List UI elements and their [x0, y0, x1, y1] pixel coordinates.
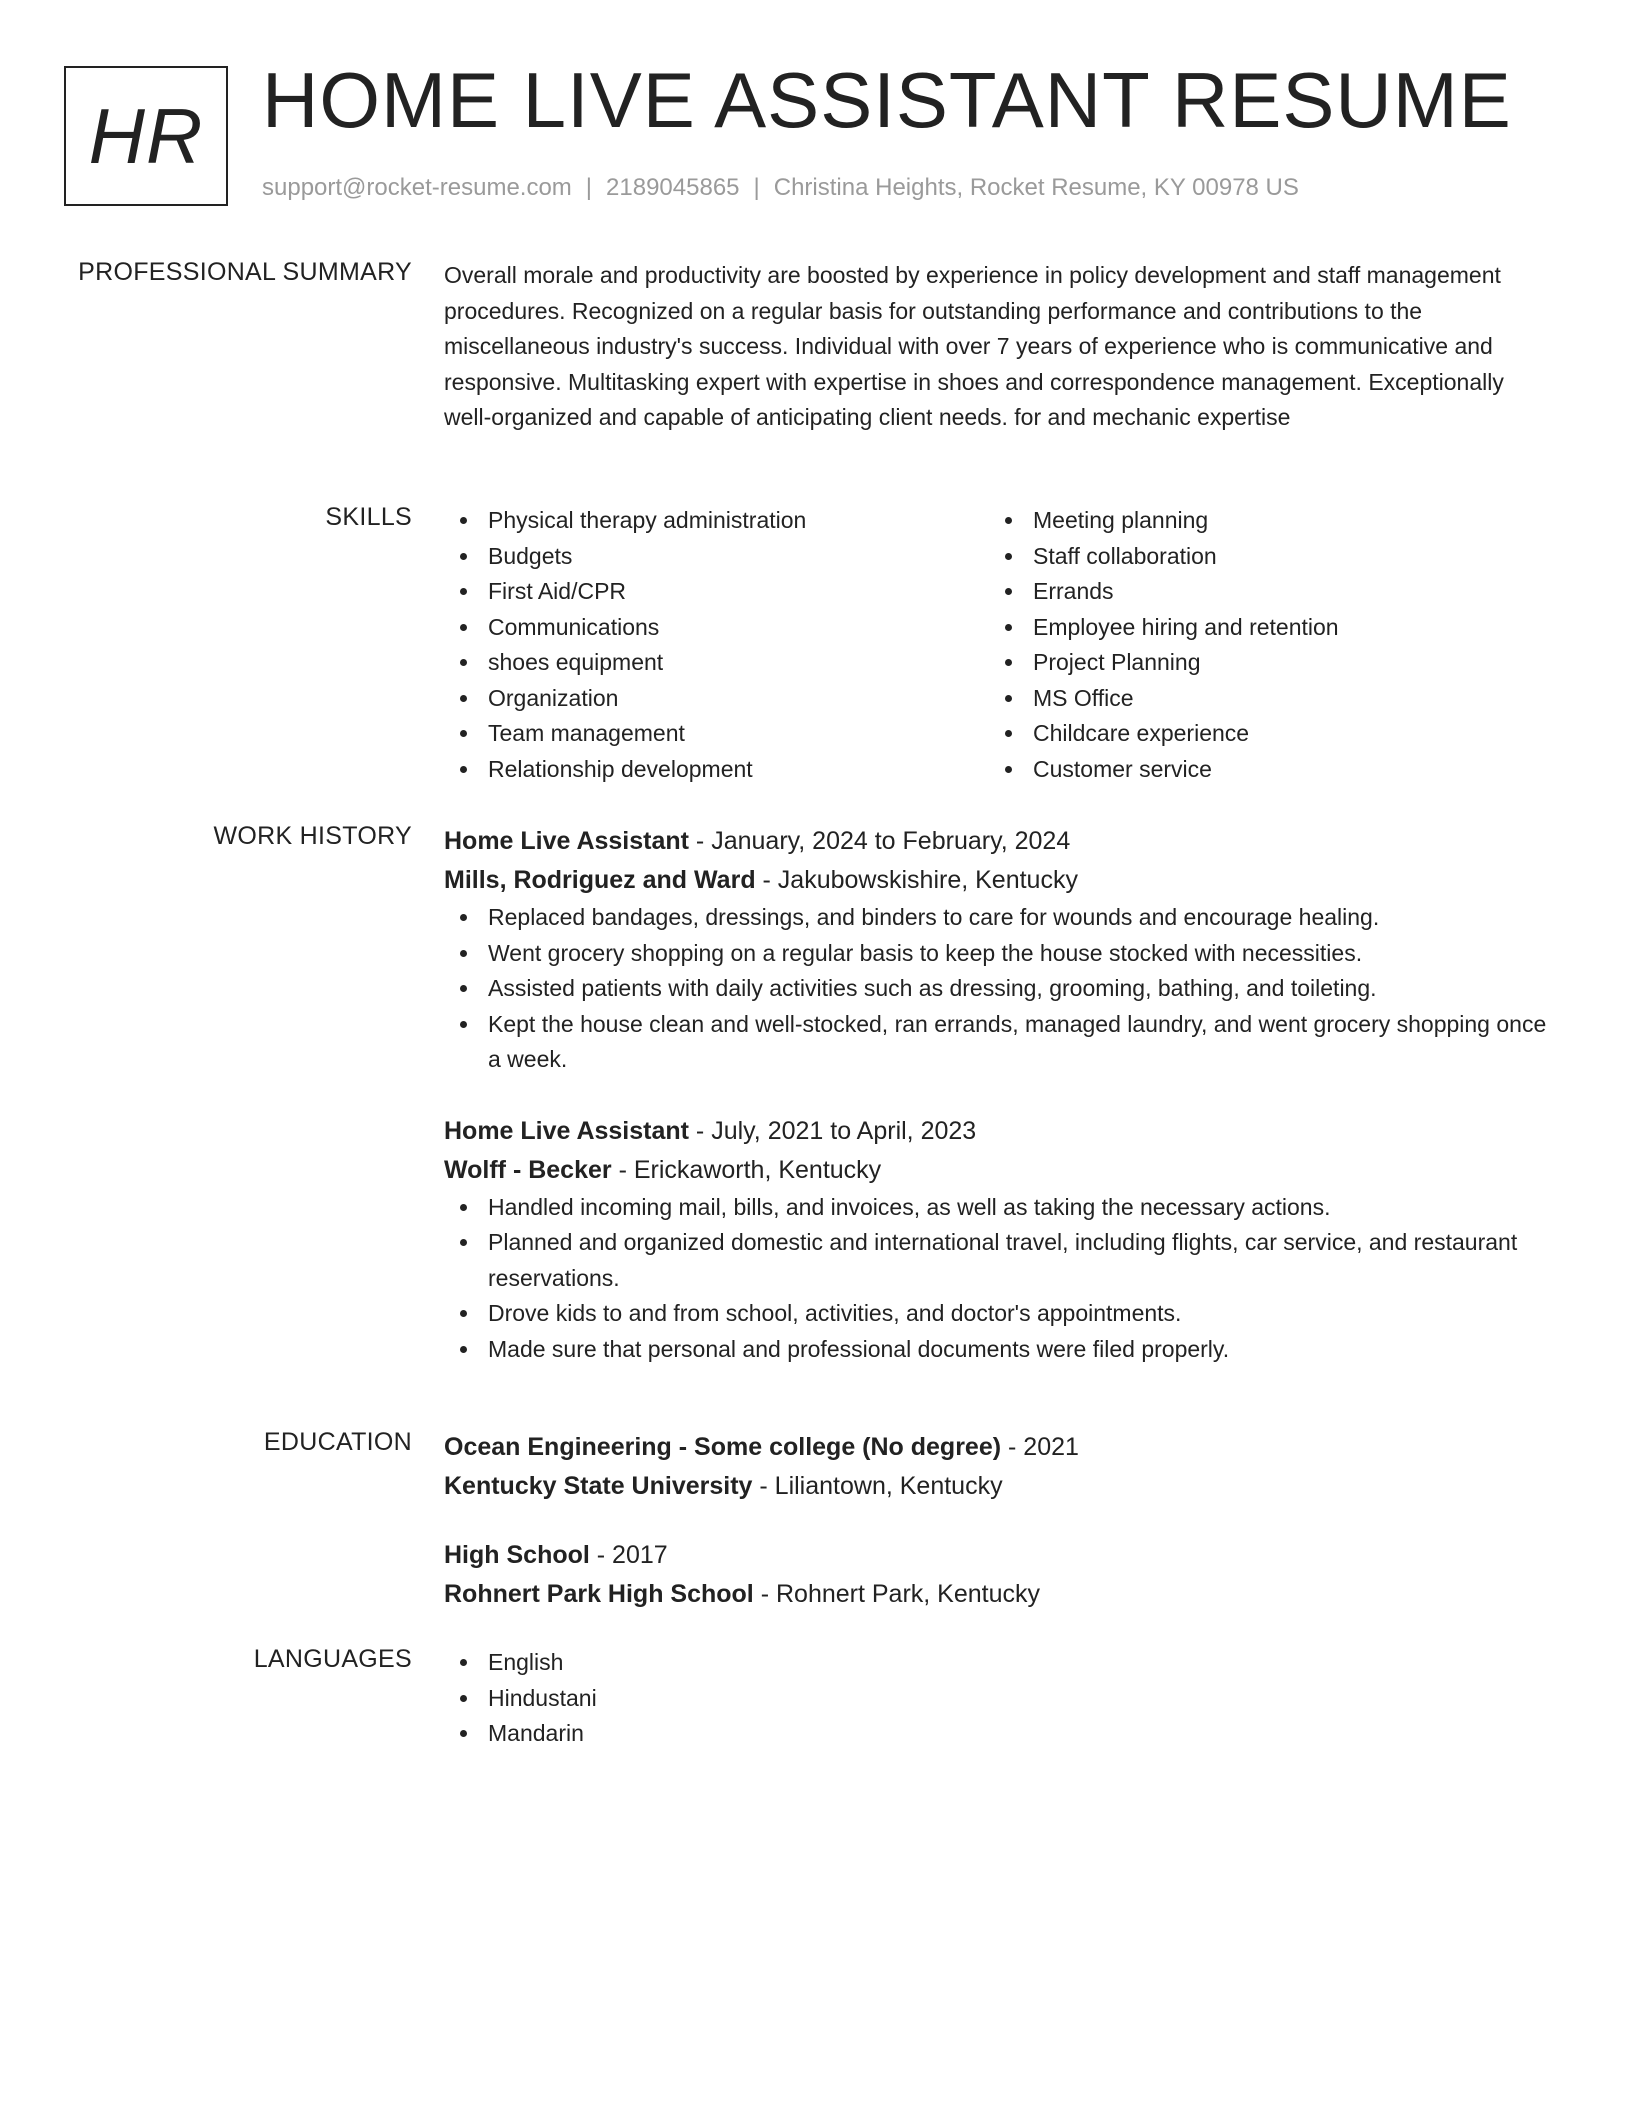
education-degree-line	[444, 1536, 1554, 1575]
education-school: Kentucky State University	[444, 1472, 753, 1500]
education-year: - 2017	[589, 1541, 668, 1569]
language-item: English	[444, 1645, 1554, 1681]
skills-heading: SKILLS	[325, 503, 412, 531]
education-heading: EDUCATION	[263, 1428, 412, 1456]
languages-body	[444, 1645, 1554, 1752]
education-location: - Liliantown, Kentucky	[752, 1472, 1003, 1500]
job-bullet: Planned and organized domestic and international travel, including flights, car service, and restaurant reservations.	[444, 1225, 1554, 1296]
skill-item: Customer service	[989, 752, 1534, 788]
education-school-line	[444, 1575, 1554, 1614]
job-company-line	[444, 861, 1554, 900]
job-bullet: Assisted patients with daily activities such as dressing, grooming, bathing, and toileting.	[444, 971, 1554, 1007]
job-bullets	[444, 1190, 1554, 1368]
job-dates: - January, 2024 to February, 2024	[688, 827, 1071, 855]
monogram-initials: HR	[88, 91, 204, 180]
job-bullets	[444, 900, 1554, 1078]
languages-heading: LANGUAGES	[253, 1645, 412, 1673]
job-title-line	[444, 1112, 1554, 1151]
skill-item: Team management	[444, 716, 989, 752]
summary-heading: PROFESSIONAL SUMMARY	[78, 258, 412, 286]
skills-grid	[444, 503, 1554, 787]
resume-title: HOME LIVE ASSISTANT RESUME	[262, 56, 1512, 144]
skill-item: Meeting planning	[989, 503, 1534, 539]
job-title: Home Live Assistant	[444, 827, 689, 855]
job-bullet: Kept the house clean and well-stocked, ran errands, managed laundry, and went grocery shopping once a week.	[444, 1007, 1554, 1078]
summary-text: Overall morale and productivity are boosted by experience in policy development and staff management procedures. Recognized on a regular basis for outstanding performance and contributions to the miscellaneous industry's success. Individual with over 7 years of experience who is communicative and responsive. Multitasking expert with expertise in shoes and correspondence management. Exceptionally well-organized and capable of anticipating client needs. for and mechanic expertise	[444, 262, 1504, 430]
job-bullet: Went grocery shopping on a regular basis to keep the house stocked with necessities.	[444, 936, 1554, 972]
job-dates: - July, 2021 to April, 2023	[688, 1116, 977, 1145]
contact-line	[262, 174, 1299, 202]
skill-item: Childcare experience	[989, 716, 1534, 752]
job-company: Mills, Rodriguez and Ward	[444, 866, 756, 894]
skills-list-right	[989, 503, 1534, 787]
skill-item: MS Office	[989, 681, 1534, 717]
education-degree: High School	[444, 1541, 590, 1569]
job-location: - Erickaworth, Kentucky	[611, 1155, 882, 1184]
education-degree-line	[444, 1428, 1554, 1467]
education-entry	[444, 1536, 1554, 1614]
job-bullet: Made sure that personal and professional documents were filed properly.	[444, 1332, 1554, 1368]
contact-separator: |	[753, 174, 760, 201]
skill-item: Organization	[444, 681, 989, 717]
education-school: Rohnert Park High School	[444, 1580, 754, 1608]
work-history-heading: WORK HISTORY	[213, 822, 412, 850]
job-location: - Jakubowskishire, Kentucky	[755, 866, 1078, 894]
skills-column-left	[444, 503, 989, 787]
skills-list-left	[444, 503, 989, 787]
education-year: - 2021	[1001, 1433, 1079, 1461]
skill-item: Errands	[989, 574, 1534, 610]
education-degree: Ocean Engineering - Some college (No degree)	[444, 1433, 1002, 1461]
job-title-line	[444, 822, 1554, 861]
language-item: Hindustani	[444, 1681, 1554, 1717]
work-history-body	[444, 822, 1554, 1367]
skill-item: First Aid/CPR	[444, 574, 989, 610]
summary-body	[444, 258, 1554, 436]
contact-address: Christina Heights, Rocket Resume, KY 00978 US	[773, 174, 1299, 201]
education-entry	[444, 1428, 1554, 1506]
skill-item: Physical therapy administration	[444, 503, 989, 539]
education-location: - Rohnert Park, Kentucky	[753, 1580, 1040, 1608]
contact-separator: |	[585, 174, 593, 201]
skill-item: shoes equipment	[444, 645, 989, 681]
job-company-line	[444, 1151, 1554, 1190]
job-bullet: Handled incoming mail, bills, and invoices, as well as taking the necessary actions.	[444, 1190, 1554, 1226]
skills-body	[444, 503, 1554, 787]
skill-item: Budgets	[444, 539, 989, 575]
education-body	[444, 1428, 1554, 1614]
skill-item: Relationship development	[444, 752, 989, 788]
contact-phone[interactable]: 2189045865	[606, 174, 740, 201]
job-bullet: Drove kids to and from school, activities, and doctor's appointments.	[444, 1296, 1554, 1332]
job-title: Home Live Assistant	[444, 1116, 689, 1145]
contact-email[interactable]: support@rocket-resume.com	[262, 174, 572, 201]
skill-item: Employee hiring and retention	[989, 610, 1534, 646]
job-entry	[444, 1112, 1554, 1368]
skill-item: Staff collaboration	[989, 539, 1534, 575]
skill-item: Project Planning	[989, 645, 1534, 681]
languages-list	[444, 1645, 1554, 1752]
job-entry	[444, 822, 1554, 1078]
job-bullet: Replaced bandages, dressings, and binders to care for wounds and encourage healing.	[444, 900, 1554, 936]
language-item: Mandarin	[444, 1716, 1554, 1752]
job-company: Wolff - Becker	[444, 1155, 612, 1184]
skill-item: Communications	[444, 610, 989, 646]
monogram-box	[64, 66, 228, 206]
education-school-line	[444, 1467, 1554, 1506]
skills-column-right	[989, 503, 1534, 787]
